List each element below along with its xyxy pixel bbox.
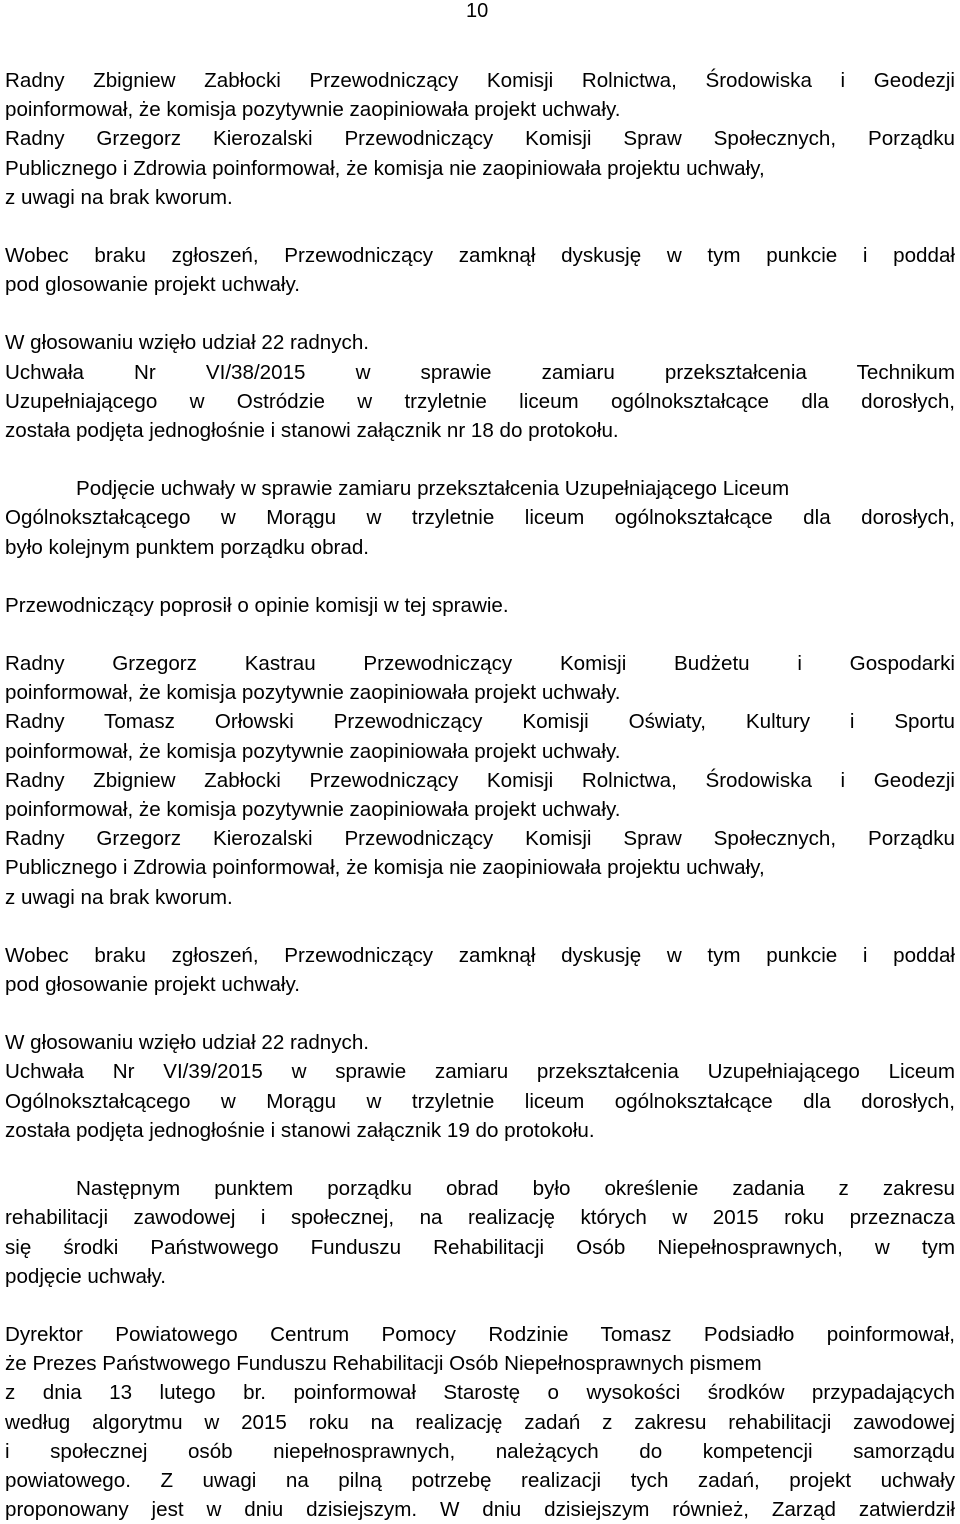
text-line: Ogólnokształcącego w Morągu w trzyletnie liceum ogólnokształcące dla dorosłych,: [5, 506, 955, 530]
text-line: W głosowaniu wzięło udział 22 radnych.: [5, 1031, 370, 1055]
text-line: Uchwała Nr VI/39/2015 w sprawie zamiaru przekształcenia Uzupełniającego Liceum: [5, 1060, 955, 1084]
text-line: [5, 474, 955, 503]
text-line: poinformował, że komisja pozytywnie zaopiniowała projekt uchwały.: [5, 681, 621, 705]
text-line: Publicznego i Zdrowia poinformował, że komisja nie zaopiniowała projektu uchwały,: [5, 856, 765, 880]
text-line: [5, 1174, 955, 1203]
text-line: W głosowaniu wzięło udział 22 radnych.: [5, 331, 370, 355]
text-line: została podjęta jednogłośnie i stanowi załącznik 19 do protokołu.: [5, 1118, 595, 1142]
text-line: poinformował, że komisja pozytywnie zaopiniowała projekt uchwały.: [5, 98, 621, 122]
text-line: poinformował, że komisja pozytywnie zaopiniowała projekt uchwały.: [5, 798, 621, 822]
page-number: 10: [466, 0, 489, 22]
text-line: Radny Grzegorz Kierozalski Przewodniczący Komisji Spraw Społecznych, Porządku: [5, 827, 955, 851]
text-line: z uwagi na brak kworum.: [5, 885, 233, 909]
text-line: podjęcie uchwały.: [5, 1264, 167, 1288]
text-line: według algorytmu w 2015 roku na realizację zadań z zakresu rehabilitacji zawodowej: [5, 1410, 955, 1434]
document-body: [5, 66, 955, 1524]
text-line: było kolejnym punktem porządku obrad.: [5, 535, 370, 559]
text-line: i społecznej osób niepełnosprawnych, należących do kompetencji samorządu: [5, 1439, 955, 1463]
text-line-content: Następnym punktem porządku obrad było określenie zadania z zakresu: [76, 1177, 955, 1201]
text-line: z uwagi na brak kworum.: [5, 185, 233, 209]
text-line: się środki Państwowego Funduszu Rehabilitacji Osób Niepełnosprawnych, w tym: [5, 1235, 955, 1259]
text-line: Publicznego i Zdrowia poinformował, że komisja nie zaopiniowała projektu uchwały,: [5, 156, 765, 180]
text-line-content: Podjęcie uchwały w sprawie zamiaru przekształcenia Uzupełniającego Liceum: [76, 477, 790, 501]
text-line: powiatowego. Z uwagi na pilną potrzebę realizacji tych zadań, projekt uchwały: [5, 1468, 955, 1492]
text-line: Radny Grzegorz Kierozalski Przewodniczący Komisji Spraw Społecznych, Porządku: [5, 127, 955, 151]
text-line: Radny Grzegorz Kastrau Przewodniczący Komisji Budżetu i Gospodarki: [5, 652, 955, 676]
text-line: Przewodniczący poprosił o opinie komisji w tej sprawie.: [5, 593, 509, 617]
text-line: poinformował, że komisja pozytywnie zaopiniowała projekt uchwały.: [5, 739, 621, 763]
text-line: została podjęta jednogłośnie i stanowi załącznik nr 18 do protokołu.: [5, 419, 619, 443]
text-line: z dnia 13 lutego br. poinformował Starostę o wysokości środków przypadających: [5, 1381, 955, 1405]
text-line: pod głosowanie projekt uchwały.: [5, 973, 300, 997]
text-line: Dyrektor Powiatowego Centrum Pomocy Rodzinie Tomasz Podsiadło poinformował,: [5, 1322, 955, 1346]
text-line: że Prezes Państwowego Funduszu Rehabilitacji Osób Niepełnosprawnych pismem: [5, 1352, 762, 1376]
text-line: pod glosowanie projekt uchwały.: [5, 273, 300, 297]
text-line: Radny Tomasz Orłowski Przewodniczący Komisji Oświaty, Kultury i Sportu: [5, 710, 955, 734]
text-line: Uzupełniającego w Ostródzie w trzyletnie liceum ogólnokształcące dla dorosłych,: [5, 389, 955, 413]
text-line: Wobec braku zgłoszeń, Przewodniczący zamknął dyskusję w tym punkcie i poddał: [5, 244, 955, 268]
text-line: Ogólnokształcącego w Morągu w trzyletnie liceum ogólnokształcące dla dorosłych,: [5, 1089, 955, 1113]
text-line: Radny Zbigniew Zabłocki Przewodniczący Komisji Rolnictwa, Środowiska i Geodezji: [5, 69, 955, 92]
text-line: Uchwała Nr VI/38/2015 w sprawie zamiaru przekształcenia Technikum: [5, 360, 955, 384]
text-line: Radny Zbigniew Zabłocki Przewodniczący Komisji Rolnictwa, Środowiska i Geodezji: [5, 768, 955, 792]
text-line: rehabilitacji zawodowej i społecznej, na realizację których w 2015 roku przeznacza: [5, 1206, 955, 1230]
text-line: Wobec braku zgłoszeń, Przewodniczący zamknął dyskusję w tym punkcie i poddał: [5, 943, 955, 967]
text-line: proponowany jest w dniu dzisiejszym. W dniu dzisiejszym również, Zarząd zatwierdził: [5, 1498, 955, 1522]
